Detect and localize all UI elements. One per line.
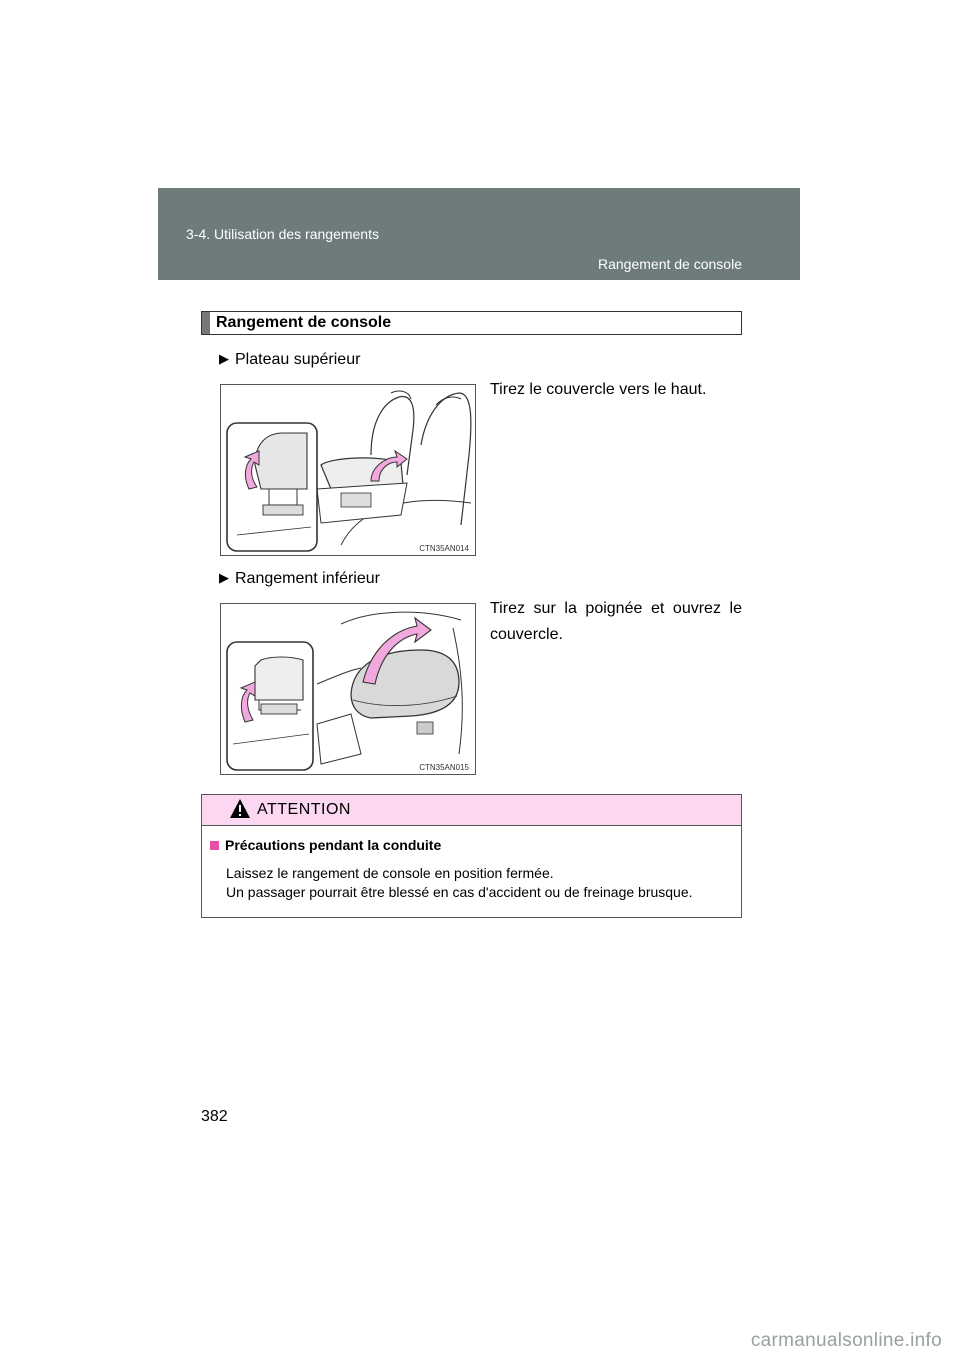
caution-line: Laissez le rangement de console en position fermée.	[226, 865, 554, 881]
caution-item-title: Précautions pendant la conduite	[210, 837, 441, 853]
illustration-lower-storage	[220, 603, 476, 775]
watermark: carmanualsonline.info	[750, 1330, 942, 1351]
console-lower-storage-illustration	[221, 604, 476, 775]
figure-code: CTN35AN015	[419, 763, 469, 772]
triangle-bullet-icon: ▶	[219, 351, 229, 366]
section-title-accent	[202, 312, 210, 334]
caution-label: ATTENTION	[257, 801, 351, 818]
illustration-top-tray	[220, 384, 476, 556]
item-heading-top-tray: ▶ Plateau supérieur	[219, 351, 361, 368]
item-description-top-tray: Tirez le couvercle vers le haut.	[490, 381, 707, 398]
header-band	[158, 188, 800, 280]
item-description-lower-storage: Tirez sur la poignée et ouvrez le couvercle.	[490, 600, 742, 643]
section-title-bar	[201, 311, 742, 335]
page-number: 382	[201, 1108, 228, 1125]
section-title: Rangement de console	[216, 314, 392, 331]
item-heading-lower-storage: ▶ Rangement inférieur	[219, 570, 380, 587]
console-top-tray-illustration	[221, 385, 476, 556]
figure-code: CTN35AN014	[419, 544, 469, 553]
caution-box	[201, 794, 742, 918]
caution-header	[202, 795, 741, 826]
header-topic-title: Rangement de console	[598, 256, 742, 272]
header-section-title: 3-4. Utilisation des rangements	[186, 226, 379, 242]
triangle-bullet-icon: ▶	[219, 570, 229, 585]
caution-line: Un passager pourrait être blessé en cas d'accident ou de freinage brusque.	[226, 884, 693, 900]
caution-body	[226, 864, 693, 902]
warning-triangle-icon	[229, 798, 251, 819]
square-bullet-icon	[210, 841, 219, 850]
